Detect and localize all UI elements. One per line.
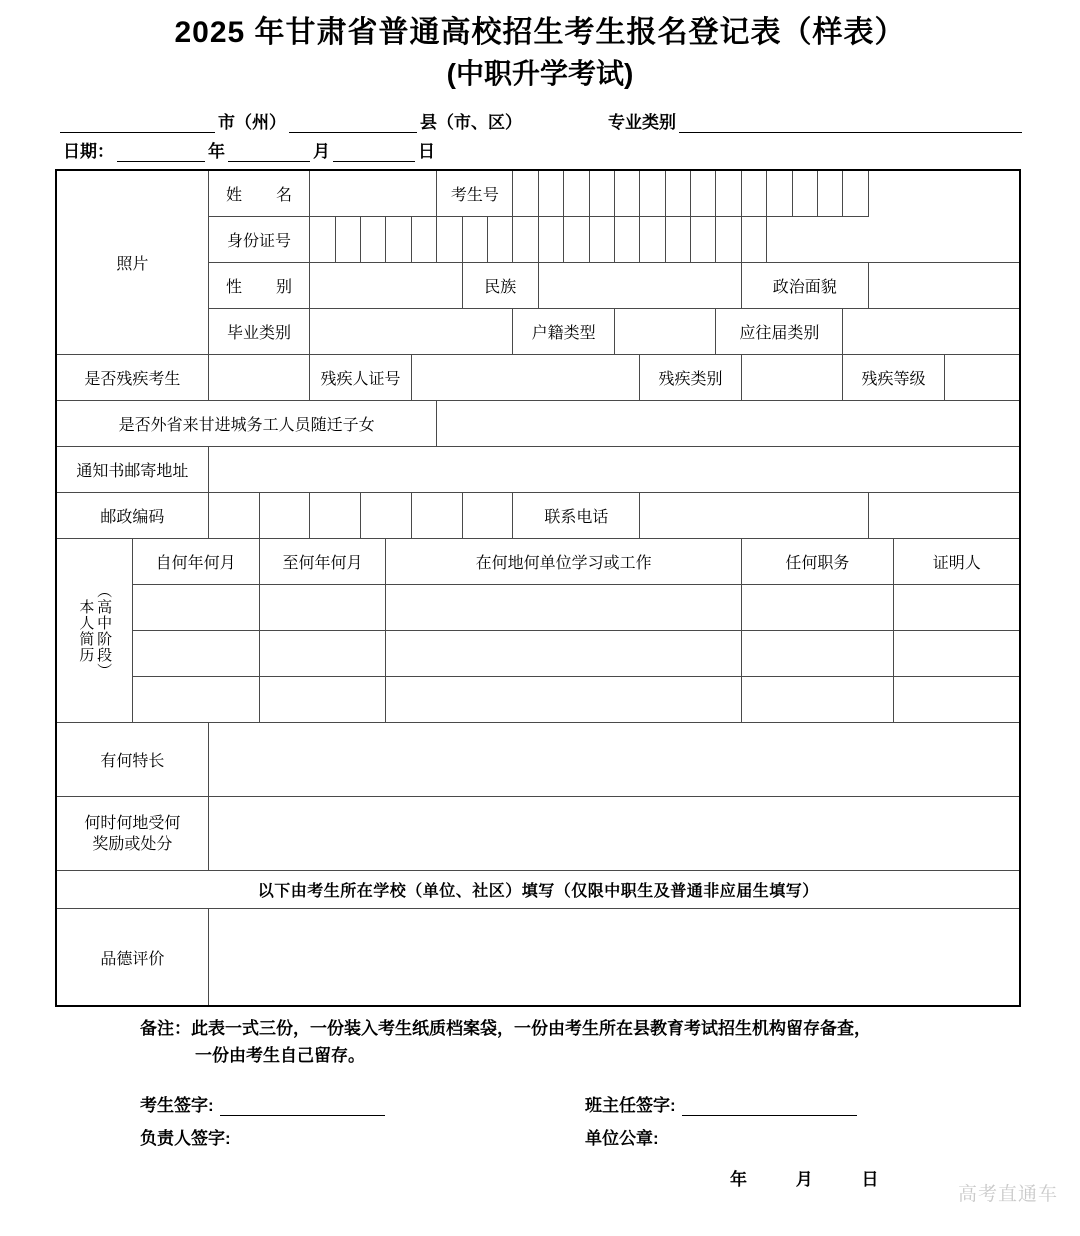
candidate-year-type-value[interactable] — [843, 309, 1021, 355]
resume-cell-to[interactable] — [259, 631, 386, 677]
header-location-row — [60, 106, 1022, 133]
postal-code-digit[interactable] — [310, 493, 361, 539]
county-label: 县（市、区） — [420, 113, 522, 132]
head-teacher-signature-field — [585, 1091, 857, 1116]
ethnicity-value[interactable] — [538, 263, 741, 309]
resume-cell-place[interactable] — [386, 585, 741, 631]
disability-level-label: 残疾等级 — [843, 355, 945, 401]
candidate-signature-label: 考生签字: — [140, 1096, 214, 1115]
disability-type-value[interactable] — [741, 355, 843, 401]
id-number-digit[interactable] — [564, 217, 589, 263]
id-number-digit[interactable] — [488, 217, 513, 263]
signature-date-row — [140, 1165, 1025, 1190]
resume-cell-position[interactable] — [741, 585, 893, 631]
official-seal-label: 单位公章: — [585, 1129, 659, 1148]
disability-cert-value[interactable] — [411, 355, 639, 401]
remark-block — [0, 1015, 1080, 1069]
phone-extra-cell[interactable] — [868, 493, 1020, 539]
resume-cell-to[interactable] — [259, 677, 386, 723]
ethnicity-label: 民族 — [462, 263, 538, 309]
name-value[interactable] — [310, 170, 437, 217]
exam-number-digit[interactable] — [564, 170, 589, 217]
id-number-digit[interactable] — [361, 217, 386, 263]
table-row-resume-header — [56, 539, 1020, 585]
resume-cell-from[interactable] — [132, 585, 259, 631]
id-number-digit[interactable] — [614, 217, 639, 263]
registration-form-table-wrap — [0, 169, 1080, 1007]
resume-col-header-from: 自何年何月 — [132, 539, 259, 585]
city-label: 市（州） — [218, 113, 286, 132]
id-number-digit[interactable] — [386, 217, 411, 263]
phone-label: 联系电话 — [513, 493, 640, 539]
city-input-line[interactable] — [60, 115, 215, 133]
remark-line-1: 备注：此表一式三份，一份装入考生纸质档案袋，一份由考生所在县教育考试招生机构留存备查， — [140, 1019, 871, 1038]
header-fields — [0, 106, 1080, 162]
header-date-row — [60, 133, 1022, 162]
page-title-block — [0, 0, 1080, 94]
exam-number-digit[interactable] — [716, 170, 741, 217]
resume-col-header-place: 在何地何单位学习或工作 — [386, 539, 741, 585]
political-status-label: 政治面貌 — [741, 263, 868, 309]
resume-label-sub: （高中阶段） — [95, 582, 113, 679]
official-seal-field — [585, 1124, 659, 1149]
postal-code-digit[interactable] — [208, 493, 259, 539]
disability-cert-label: 残疾人证号 — [310, 355, 412, 401]
county-input-line[interactable] — [289, 115, 417, 133]
gender-value[interactable] — [310, 263, 462, 309]
resume-col-header-to: 至何年何月 — [259, 539, 386, 585]
id-number-digit[interactable] — [538, 217, 563, 263]
migrant-child-label: 是否外省来甘进城务工人员随迁子女 — [56, 401, 437, 447]
id-number-digit[interactable] — [741, 217, 766, 263]
exam-number-label: 考生号 — [437, 170, 513, 217]
id-number-digit[interactable] — [411, 217, 436, 263]
signature-date-day-label: 日 — [861, 1170, 880, 1189]
exam-number-digit[interactable] — [665, 170, 690, 217]
id-number-digit[interactable] — [691, 217, 716, 263]
phone-value[interactable] — [640, 493, 868, 539]
resume-cell-position[interactable] — [741, 677, 893, 723]
id-number-digit[interactable] — [462, 217, 487, 263]
moral-evaluation-label: 品德评价 — [56, 909, 208, 1007]
id-number-digit[interactable] — [513, 217, 538, 263]
table-row-resume-entry — [56, 631, 1020, 677]
exam-number-digit[interactable] — [817, 170, 842, 217]
resume-cell-witness[interactable] — [894, 677, 1021, 723]
id-number-digit[interactable] — [335, 217, 360, 263]
table-row-disability — [56, 355, 1020, 401]
page-subtitle: (中职升学考试) — [446, 58, 634, 89]
head-teacher-signature-label: 班主任签字: — [585, 1096, 676, 1115]
household-type-value[interactable] — [614, 309, 716, 355]
resume-col-header-position: 任何职务 — [741, 539, 893, 585]
date-year-label: 年 — [208, 142, 225, 161]
exam-number-digit[interactable] — [538, 170, 563, 217]
resume-section-label — [56, 539, 132, 723]
table-row-mailing-address — [56, 447, 1020, 493]
resume-cell-to[interactable] — [259, 585, 386, 631]
postal-code-digit[interactable] — [259, 493, 310, 539]
table-row-migrant-child — [56, 401, 1020, 447]
head-teacher-signature-line[interactable] — [682, 1098, 857, 1116]
signature-date-month-label: 月 — [795, 1170, 814, 1189]
registration-form-table — [55, 169, 1021, 1007]
exam-number-digit[interactable] — [691, 170, 716, 217]
specialty-value[interactable] — [208, 723, 1020, 797]
postal-code-digit[interactable] — [462, 493, 513, 539]
candidate-signature-line[interactable] — [220, 1098, 385, 1116]
household-type-label: 户籍类型 — [513, 309, 615, 355]
table-row-resume-entry — [56, 677, 1020, 723]
table-row-school-section-bar — [56, 871, 1020, 909]
graduation-type-value[interactable] — [310, 309, 513, 355]
graduation-type-label: 毕业类别 — [208, 309, 310, 355]
signature-row-2 — [140, 1116, 1025, 1149]
resume-cell-place[interactable] — [386, 631, 741, 677]
table-row-specialty — [56, 723, 1020, 797]
candidate-signature-field — [140, 1091, 585, 1116]
responsible-person-signature-field — [140, 1124, 585, 1149]
postal-code-label: 邮政编码 — [56, 493, 208, 539]
school-section-bar: 以下由考生所在学校（单位、社区）填写（仅限中职生及普通非应届生填写） — [56, 871, 1020, 909]
award-punishment-label-line2: 奖励或处分 — [92, 835, 173, 853]
id-number-digit[interactable] — [437, 217, 462, 263]
resume-cell-position[interactable] — [741, 631, 893, 677]
table-row-award-punishment — [56, 797, 1020, 871]
award-punishment-label — [56, 797, 208, 871]
is-disabled-label: 是否残疾考生 — [56, 355, 208, 401]
date-month-input-line[interactable] — [228, 144, 310, 162]
resume-cell-place[interactable] — [386, 677, 741, 723]
resume-label-main: 本人简历 — [77, 598, 95, 663]
moral-evaluation-value[interactable] — [208, 909, 1020, 1007]
specialty-label: 有何特长 — [56, 723, 208, 797]
exam-number-digit[interactable] — [513, 170, 538, 217]
award-punishment-label-line1: 何时何地受何 — [84, 814, 181, 832]
table-row-postal-phone — [56, 493, 1020, 539]
disability-type-label: 残疾类别 — [640, 355, 742, 401]
exam-number-digit[interactable] — [792, 170, 817, 217]
table-row-moral-evaluation — [56, 909, 1020, 1007]
remark-line-2: 一份由考生自己留存。 — [195, 1046, 365, 1065]
mailing-address-value[interactable] — [208, 447, 1020, 493]
political-status-value[interactable] — [868, 263, 1020, 309]
signature-row-1 — [140, 1083, 1025, 1116]
signature-block — [0, 1083, 1080, 1190]
resume-cell-from[interactable] — [132, 631, 259, 677]
name-label: 姓 名 — [208, 170, 310, 217]
gender-label: 性 别 — [208, 263, 310, 309]
date-month-label: 月 — [313, 142, 330, 161]
mailing-address-label: 通知书邮寄地址 — [56, 447, 208, 493]
resume-cell-witness[interactable] — [894, 631, 1021, 677]
candidate-year-type-label: 应往届类别 — [716, 309, 843, 355]
resume-cell-witness[interactable] — [894, 585, 1021, 631]
migrant-child-value[interactable] — [437, 401, 1021, 447]
resume-col-header-witness: 证明人 — [894, 539, 1021, 585]
date-year-input-line[interactable] — [117, 144, 205, 162]
id-number-digit[interactable] — [716, 217, 741, 263]
exam-number-digit[interactable] — [843, 170, 868, 217]
date-label: 日期： — [63, 142, 114, 161]
exam-number-digit[interactable] — [614, 170, 639, 217]
responsible-person-signature-label: 负责人签字: — [140, 1129, 231, 1148]
resume-cell-from[interactable] — [132, 677, 259, 723]
exam-number-digit[interactable] — [741, 170, 766, 217]
date-day-label: 日 — [418, 142, 435, 161]
exam-number-digit[interactable] — [640, 170, 665, 217]
table-row-resume-entry — [56, 585, 1020, 631]
major-category-label: 专业类别 — [608, 113, 676, 132]
award-punishment-value[interactable] — [208, 797, 1020, 871]
exam-number-digit[interactable] — [589, 170, 614, 217]
postal-code-digit[interactable] — [361, 493, 412, 539]
id-number-digit[interactable] — [665, 217, 690, 263]
exam-number-digit[interactable] — [767, 170, 792, 217]
watermark: 高考直通车 — [957, 1184, 1058, 1205]
id-number-digit[interactable] — [310, 217, 335, 263]
date-day-input-line[interactable] — [333, 144, 415, 162]
id-number-digit[interactable] — [589, 217, 614, 263]
id-number-digit[interactable] — [640, 217, 665, 263]
disability-level-value[interactable] — [944, 355, 1020, 401]
is-disabled-value[interactable] — [208, 355, 310, 401]
signature-date-year-label: 年 — [730, 1170, 748, 1189]
table-row-name — [56, 170, 1020, 217]
photo-cell: 照片 — [56, 170, 208, 355]
page-title: 2025 年甘肃省普通高校招生考生报名登记表（样表） — [174, 16, 906, 49]
major-category-input-line[interactable] — [679, 115, 1022, 133]
id-number-label: 身份证号 — [208, 217, 310, 263]
postal-code-digit[interactable] — [411, 493, 462, 539]
